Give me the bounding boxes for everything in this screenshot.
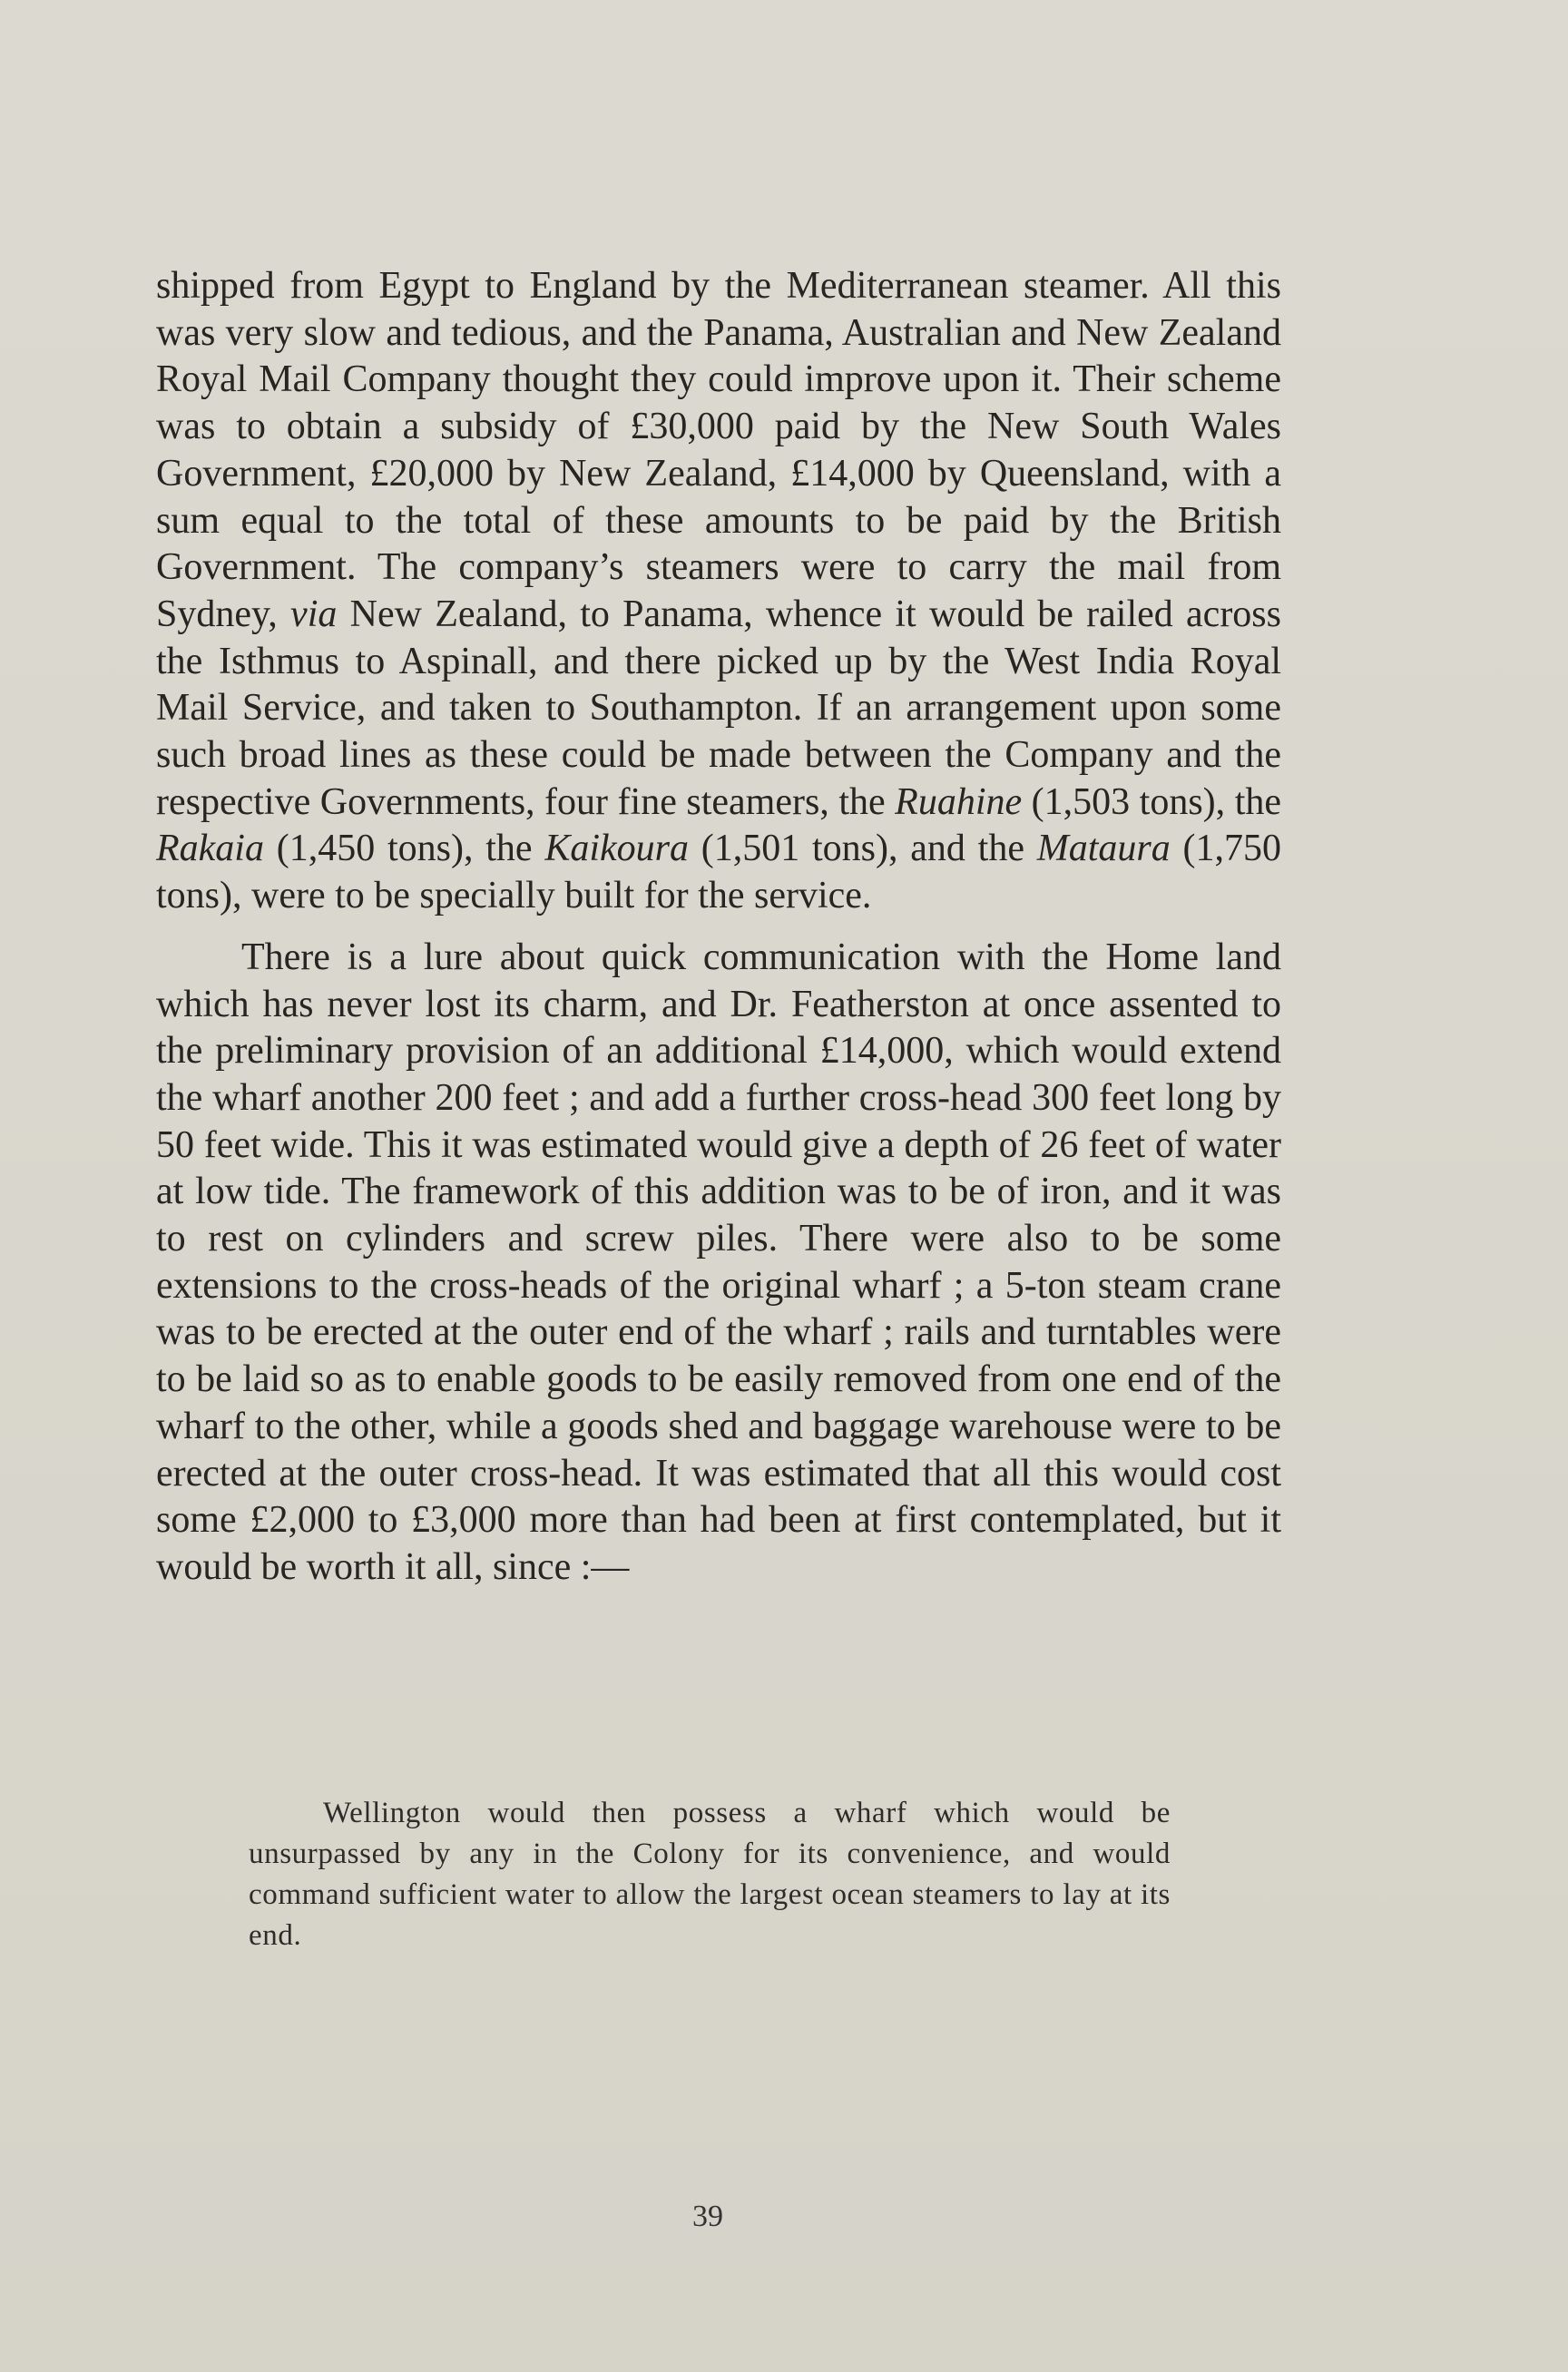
paragraph-2: There is a lure about quick communication with the Home land which has never lost its charm, and Dr. Featherston at once assented to the preliminary provision of an additional £14,000, which would extend the wharf another 200 feet ; and add a further cross-head 300 feet long by 50 feet wide. This it was estimated would give a depth of 26 feet of water at low tide. The framework of this addition was to be of iron, and it was to rest on cylinders and screw piles. There were also to be some extensions to the cross-heads of the original wharf ; a 5-ton steam crane was to be erected at the outer end of the wharf ; rails and turntables were to be laid so as to enable goods to be easily removed from one end of the wharf to the other, while a goods shed and baggage warehouse were to be erected at the outer cross-head. It was estimated that all this would cost some £2,000 to £3,000 more than had been at first contemplated, but it would be worth it all, since :— [156,936,1281,1588]
block-quotation [249,1793,1171,1956]
page-number: 39 [692,2200,723,2233]
paragraph-1-text-b: New Zealand, to Panama, whence it would be railed across the Isthmus to Aspinall, and there picked up by the West India Royal Mail Service, and taken to Southampton. If an arrangement upon some such broad lines as these could be made between the Company and the respective Governments, four fine steamers, the [156,593,1281,823]
ship-name-kaikoura: Kaikoura [544,828,689,870]
paragraph-1-text-e: (1,501 tons), and the [688,828,1037,870]
body-text [156,263,1281,1592]
paragraph-1-text-f: (1,750 tons), were to be specially built for the service. [156,828,1281,917]
paragraph-1 [156,263,1281,920]
paragraph-1-text-c: (1,503 tons), the [1022,780,1282,823]
paragraph-1-text-a: shipped from Egypt to England by the Mediterranean steamer. All this was very slow and tedious, and the Panama, Australian and New Zealand Royal Mail Company thought they could improve upon it. Their scheme was to obtain a subsidy of £30,000 paid by the New South Wales Government, £20,000 by New Zealand, £14,000 by Queensland, with a sum equal to the total of these amounts to be paid by the British Government. The company’s steamers were to carry the mail from Sydney, [156,265,1281,635]
ship-name-rakaia: Rakaia [156,828,264,870]
ship-name-mataura: Mataura [1036,828,1171,870]
paragraph-1-text-d: (1,450 tons), the [263,828,545,870]
quotation-text: Wellington would then possess a wharf which would be unsurpassed by any in the Colony for its convenience, and would command sufficient water to allow the largest ocean steamers to lay at its end. [249,1797,1171,1952]
ship-name-ruahine: Ruahine [895,780,1023,823]
italic-via: via [290,593,338,635]
